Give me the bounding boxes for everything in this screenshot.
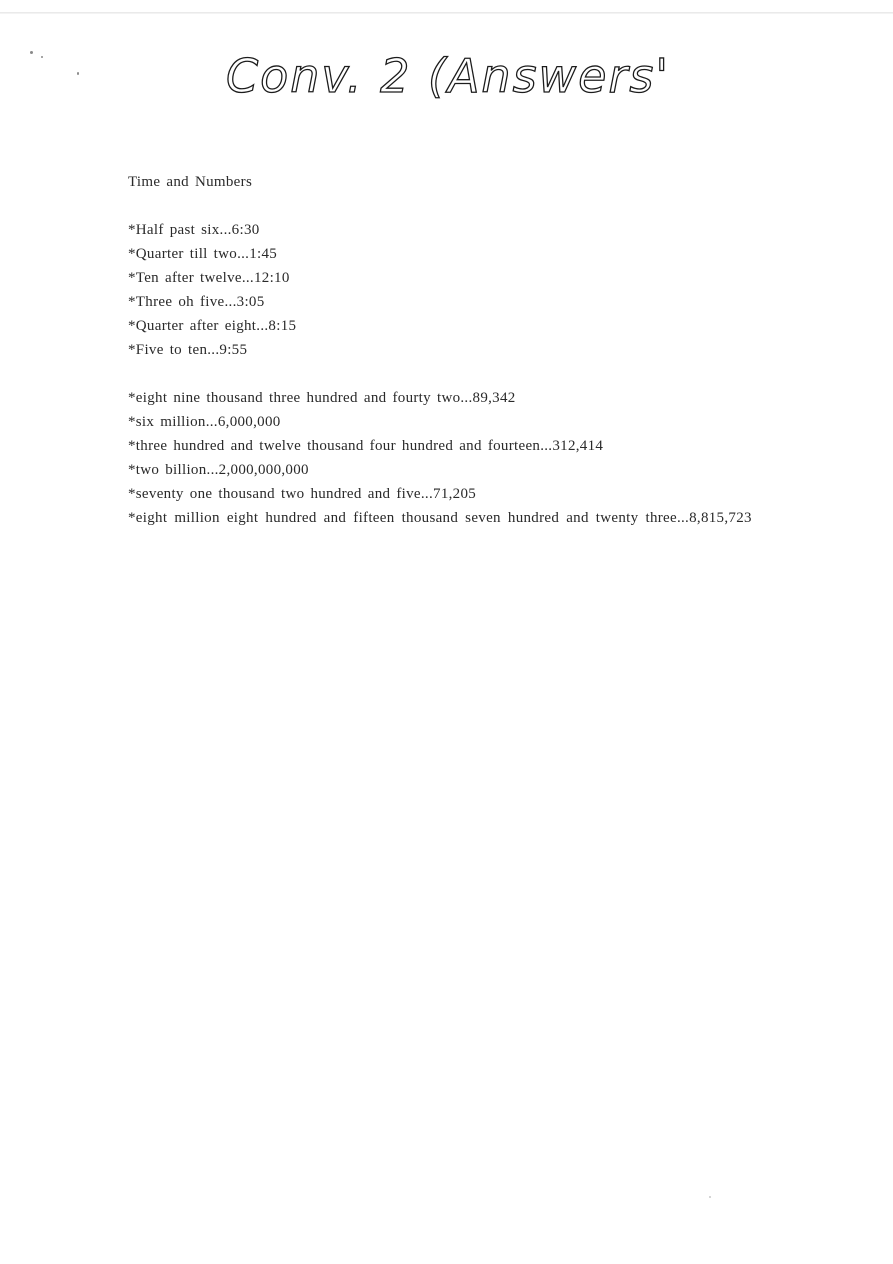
time-answer-item: *Quarter till two...1:45 xyxy=(128,246,278,262)
number-answer-item: *seventy one thousand two hundred and five...71,205 xyxy=(128,486,477,502)
number-answer-item: *three hundred and twelve thousand four hundred and fourteen...312,414 xyxy=(128,438,604,454)
number-answer-item: *eight nine thousand three hundred and fourty two...89,342 xyxy=(128,390,516,406)
scan-speck xyxy=(30,51,33,54)
handwritten-title xyxy=(222,36,702,108)
number-answer-item: *six million...6,000,000 xyxy=(128,414,281,430)
handwritten-title-drawing xyxy=(222,36,702,108)
number-answer-item: *eight million eight hundred and fifteen thousand seven hundred and twenty three...8,815,723 xyxy=(128,510,752,526)
time-answer-item: *Three oh five...3:05 xyxy=(128,294,265,310)
number-answers-list xyxy=(128,386,764,530)
time-answer-item: *Quarter after eight...8:15 xyxy=(128,318,297,334)
scan-speck xyxy=(709,1196,711,1198)
handwritten-title-text: Conv. 2 (Answers' xyxy=(226,49,671,103)
time-answer-item: *Ten after twelve...12:10 xyxy=(128,270,290,286)
scan-speck xyxy=(41,56,43,58)
section-heading: Time and Numbers xyxy=(128,174,253,190)
scan-speck xyxy=(77,72,79,75)
answers-content xyxy=(128,170,764,530)
time-answer-item: *Half past six...6:30 xyxy=(128,222,260,238)
number-answer-item: *two billion...2,000,000,000 xyxy=(128,462,309,478)
time-answers-list xyxy=(128,218,764,362)
time-answer-item: *Five to ten...9:55 xyxy=(128,342,248,358)
scan-edge xyxy=(0,12,893,14)
